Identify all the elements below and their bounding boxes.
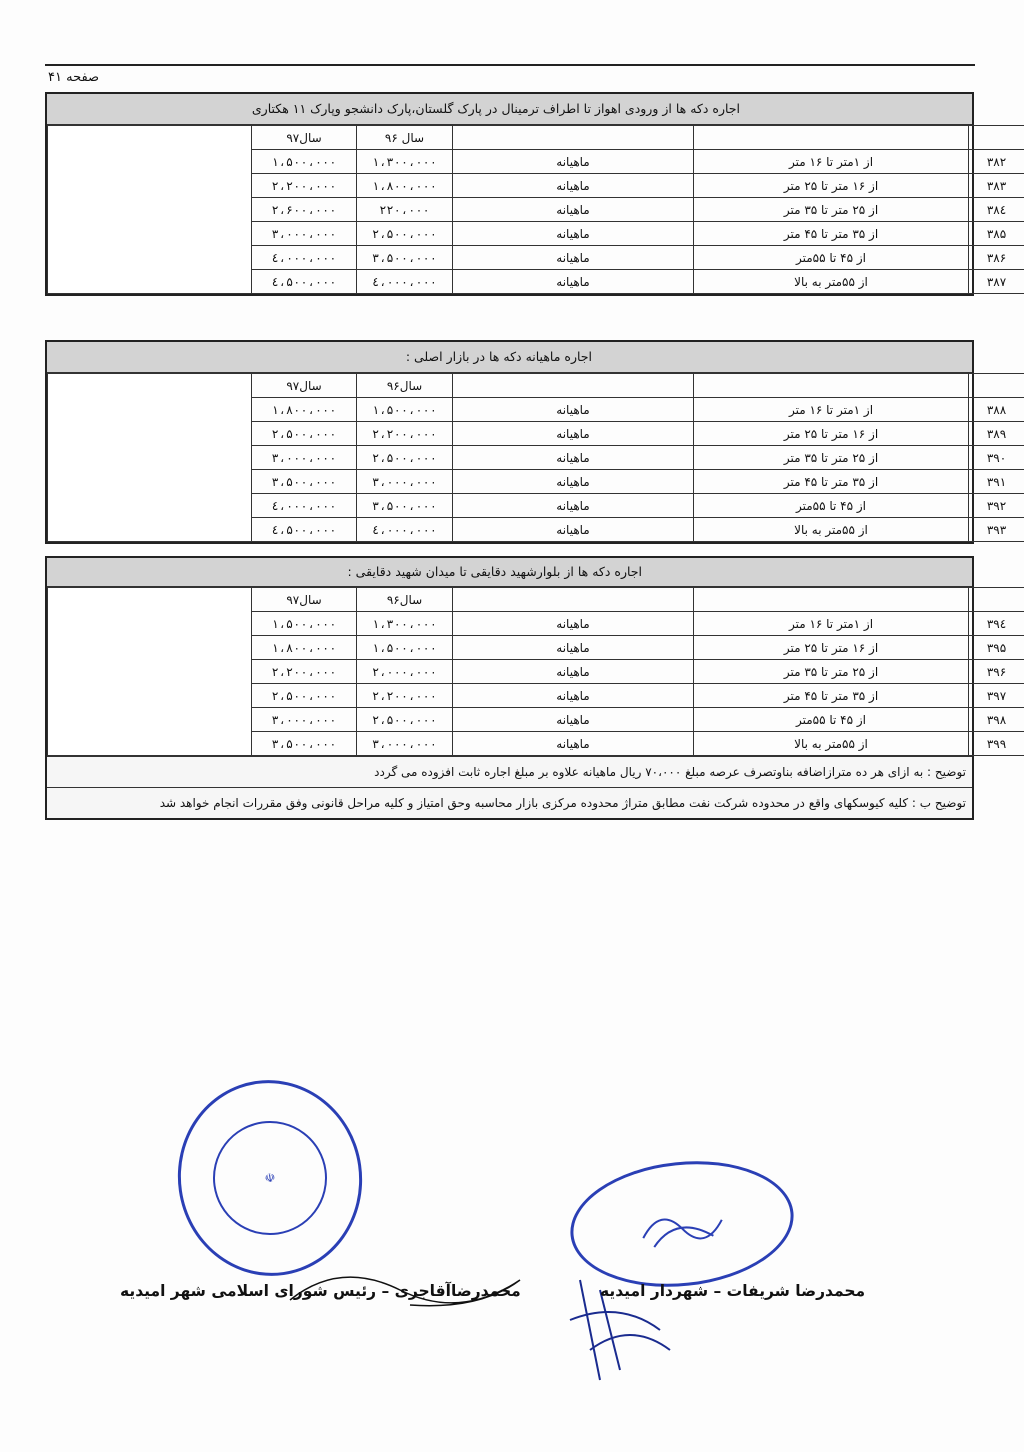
row-code: ۳۹۹ [969,732,1024,756]
emblem-icon: ☫ [206,1114,335,1243]
rent-section-main-bazaar [45,340,1007,544]
size-range: از ۳۵ متر تا ۴۵ متر [694,222,969,246]
price-96: ۱،۵۰۰،۰۰۰ [357,636,453,660]
page-number: صفحه ۴۱ [48,70,100,85]
price-97: ۱،۸۰۰،۰۰۰ [252,636,357,660]
price-96: ۱،۳۰۰،۰۰۰ [357,150,453,174]
row-code: ۳۹۶ [969,660,1024,684]
price-96: ۳،۰۰۰،۰۰۰ [357,732,453,756]
section-title: اجاره دکه ها از ورودی اهواز تا اطراف ترمینال در پارک گلستان،پارک دانشجو وپارک ۱۱ هکتاری [47,94,972,125]
size-range: از ۲۵ متر تا ۳۵ متر [694,198,969,222]
rent-table [47,373,1024,542]
col-header-96: سال ۹۶ [357,126,453,150]
price-96: ٤،۰۰۰،۰۰۰ [357,518,453,542]
price-97: ۲،۲۰۰،۰۰۰ [252,174,357,198]
note-b: توضیح ب : کلیه کیوسکهای واقع در محدوده شرکت نفت مطابق متراژ محدوده مرکزی بازار محاسبه وحق امتیاز و کلیه مراحل قانونی وفق مقررات انجام خواهد شد [47,787,972,818]
row-code: ۳۹٤ [969,612,1024,636]
row-code: ۳۸۷ [969,270,1024,294]
col-header-period [453,374,694,398]
price-96: ۳،۵۰۰،۰۰۰ [357,246,453,270]
size-range: از ۱متر تا ۱۶ متر [694,150,969,174]
price-97: ٤،۰۰۰،۰۰۰ [252,246,357,270]
row-code: ۳۹۲ [969,494,1024,518]
row-code: ۳۹۳ [969,518,1024,542]
signature-area [0,1060,1024,1440]
price-97: ۲،۵۰۰،۰۰۰ [252,684,357,708]
size-range: از ۱۶ متر تا ۲۵ متر [694,636,969,660]
col-header-code [969,588,1024,612]
size-range: از ۱۶ متر تا ۲۵ متر [694,174,969,198]
period: ماهیانه [453,398,694,422]
price-96: ۱،۳۰۰،۰۰۰ [357,612,453,636]
col-header-96: سال۹۶ [357,374,453,398]
col-header-code [969,374,1024,398]
size-range: از ۳۵ متر تا ۴۵ متر [694,470,969,494]
period: ماهیانه [453,708,694,732]
council-head-signature: محمدرضاآقاجری – رئیس شورای اسلامی شهر امیدیه [120,1282,521,1300]
price-97: ۲،۲۰۰،۰۰۰ [252,660,357,684]
price-97: ۳،۰۰۰،۰۰۰ [252,446,357,470]
row-code: ۳۸۸ [969,398,1024,422]
period: ماهیانه [453,446,694,470]
price-97: ۱،۵۰۰،۰۰۰ [252,612,357,636]
rent-section-parks [45,92,1007,296]
section-title: اجاره ماهیانه دکه ها در بازار اصلی : [47,342,972,373]
row-code: ۳۹۸ [969,708,1024,732]
row-code: ۳۹۷ [969,684,1024,708]
price-97: ۲،۶۰۰،۰۰۰ [252,198,357,222]
size-range: از ۱۶ متر تا ۲۵ متر [694,422,969,446]
period: ماهیانه [453,246,694,270]
rent-table [47,587,1024,756]
size-range: از ۳۵ متر تا ۴۵ متر [694,684,969,708]
rent-section-daghayeghi [45,556,1007,820]
row-code: ۳۹۵ [969,636,1024,660]
price-96: ۲،۰۰۰،۰۰۰ [357,660,453,684]
period: ماهیانه [453,494,694,518]
table-header-row [48,126,1024,150]
size-range: از ۱متر تا ۱۶ متر [694,612,969,636]
mayor-signature: محمدرضا شریفات – شهردار امیدیه [600,1282,866,1300]
table-header-row [48,588,1024,612]
period: ماهیانه [453,470,694,494]
price-97: ۳،۰۰۰،۰۰۰ [252,222,357,246]
col-header-97: سال۹۷ [252,588,357,612]
price-96: ۲۲۰،۰۰۰ [357,198,453,222]
top-rule [45,64,975,66]
price-96: ۳،۵۰۰،۰۰۰ [357,494,453,518]
signature-scribble-right [560,1260,680,1400]
blank-area [48,374,252,542]
row-code: ۳۸۳ [969,174,1024,198]
period: ماهیانه [453,270,694,294]
size-range: از ۵۵متر به بالا [694,270,969,294]
note-a: توضیح : به ازای هر ده مترازاضافه بناوتصرف عرصه مبلغ ۷۰،۰۰۰ ریال ماهیانه علاوه بر مبلغ اجاره ثابت افزوده می گردد [47,756,972,787]
period: ماهیانه [453,660,694,684]
rent-table [47,125,1024,294]
price-97: ۱،۸۰۰،۰۰۰ [252,398,357,422]
price-96: ۲،۲۰۰،۰۰۰ [357,422,453,446]
period: ماهیانه [453,518,694,542]
row-code: ۳۸۲ [969,150,1024,174]
col-header-code [969,126,1024,150]
section-title: اجاره دکه ها از بلوارشهید دقایقی تا میدان شهید دقایقی : [47,558,972,587]
price-97: ۲،۵۰۰،۰۰۰ [252,422,357,446]
period: ماهیانه [453,422,694,446]
row-code: ۳۸۵ [969,222,1024,246]
row-code: ۳۸٤ [969,198,1024,222]
price-97: ٤،۵۰۰،۰۰۰ [252,270,357,294]
period: ماهیانه [453,222,694,246]
size-range: از ۴۵ تا ۵۵متر [694,494,969,518]
price-96: ٤،۰۰۰،۰۰۰ [357,270,453,294]
col-header-96: سال۹۶ [357,588,453,612]
price-97: ۱،۵۰۰،۰۰۰ [252,150,357,174]
col-header-97: سال۹۷ [252,374,357,398]
size-range: از ۴۵ تا ۵۵متر [694,708,969,732]
period: ماهیانه [453,150,694,174]
seal-emblem-icon [619,1188,745,1260]
size-range: از ۴۵ تا ۵۵متر [694,246,969,270]
price-97: ۳،۵۰۰،۰۰۰ [252,732,357,756]
price-96: ۲،۵۰۰،۰۰۰ [357,708,453,732]
price-96: ۱،۵۰۰،۰۰۰ [357,398,453,422]
blank-area [48,588,252,756]
price-96: ۲،۵۰۰،۰۰۰ [357,446,453,470]
blank-area [48,126,252,294]
period: ماهیانه [453,636,694,660]
size-range: از ۱متر تا ۱۶ متر [694,398,969,422]
size-range: از ۵۵متر به بالا [694,518,969,542]
price-97: ۳،۰۰۰،۰۰۰ [252,708,357,732]
size-range: از ۵۵متر به بالا [694,732,969,756]
price-97: ۳،۵۰۰،۰۰۰ [252,470,357,494]
price-96: ۱،۸۰۰،۰۰۰ [357,174,453,198]
row-code: ۳۸۹ [969,422,1024,446]
col-header-period [453,588,694,612]
row-code: ۳۸۶ [969,246,1024,270]
col-header-period [453,126,694,150]
col-header-size [694,126,969,150]
period: ماهیانه [453,174,694,198]
period: ماهیانه [453,198,694,222]
period: ماهیانه [453,612,694,636]
row-code: ۳۹۰ [969,446,1024,470]
col-header-size [694,588,969,612]
col-header-size [694,374,969,398]
period: ماهیانه [453,732,694,756]
size-range: از ۲۵ متر تا ۳۵ متر [694,660,969,684]
price-96: ۲،۲۰۰،۰۰۰ [357,684,453,708]
price-96: ۲،۵۰۰،۰۰۰ [357,222,453,246]
price-96: ۳،۰۰۰،۰۰۰ [357,470,453,494]
col-header-97: سال۹۷ [252,126,357,150]
price-97: ٤،۰۰۰،۰۰۰ [252,494,357,518]
row-code: ۳۹۱ [969,470,1024,494]
table-header-row [48,374,1024,398]
size-range: از ۲۵ متر تا ۳۵ متر [694,446,969,470]
price-97: ٤،۵۰۰،۰۰۰ [252,518,357,542]
period: ماهیانه [453,684,694,708]
